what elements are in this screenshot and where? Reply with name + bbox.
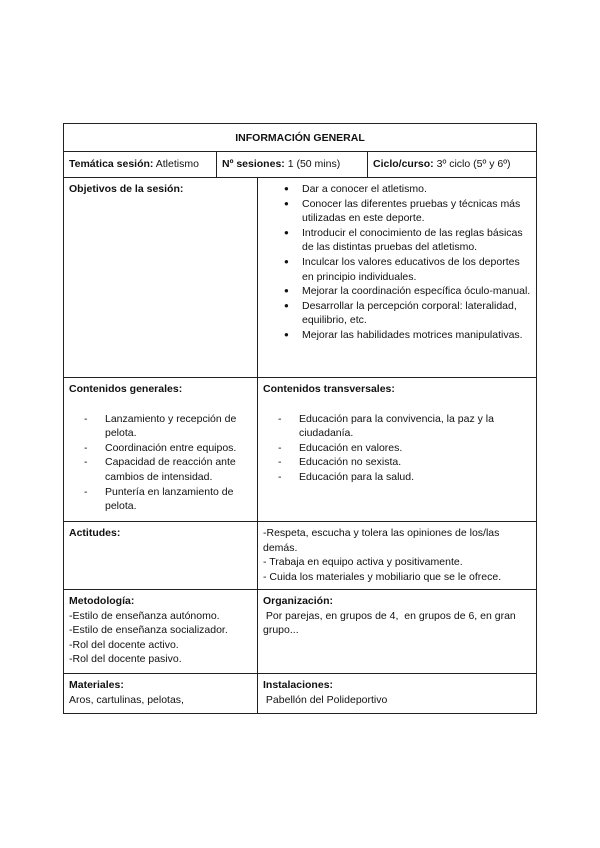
- list-item: - Lanzamiento y recepción de pelota.: [105, 412, 252, 441]
- organizacion-text: Por parejas, en grupos de 4, en grupos de 6, en gran grupo...: [263, 609, 519, 637]
- contenidos-transversales-list: [263, 412, 531, 485]
- actitudes-text-cell: [258, 522, 537, 590]
- list-item: - Educación no sexista.: [299, 455, 531, 470]
- list-item: - Capacidad de reacción ante cambios de intensidad.: [105, 455, 252, 484]
- metodologia-line: -Estilo de enseñanza autónomo.: [69, 609, 220, 622]
- list-item: - Educación en valores.: [299, 441, 531, 456]
- list-item: ● Desarrollar la percepción corporal: lateralidad, equilibrio, etc.: [302, 299, 531, 328]
- objetivos-label-cell: [64, 178, 258, 378]
- summary-row: [64, 152, 537, 178]
- metodologia-line: -Estilo de enseñanza socializador.: [69, 624, 228, 637]
- contenidos-transversales-cell: [258, 378, 537, 522]
- session-info-sheet: [63, 123, 536, 714]
- metodologia-row: [64, 590, 537, 674]
- list-item: ● Dar a conocer el atletismo.: [302, 182, 531, 197]
- contenidos-generales-list: [69, 412, 252, 514]
- list-item: ● Conocer las diferentes pruebas y técnicas más utilizadas en este deporte.: [302, 197, 531, 226]
- actitudes-label-cell: [64, 522, 258, 590]
- objetivos-row: [64, 178, 537, 378]
- actitudes-line: -Respeta, escucha y tolera las opiniones de los/las demás.: [263, 527, 500, 554]
- actitudes-label: Actitudes:: [69, 527, 121, 539]
- ciclo-cell: [368, 152, 537, 178]
- materiales-label: Materiales:: [69, 679, 124, 691]
- sesiones-value: 1 (50 mins): [287, 158, 341, 171]
- contenidos-generales-label: Contenidos generales:: [69, 383, 183, 395]
- actitudes-row: [64, 522, 537, 590]
- organizacion-cell: [258, 590, 537, 674]
- metodologia-line: -Rol del docente pasivo.: [69, 653, 182, 666]
- sesiones-cell: [217, 152, 368, 178]
- instalaciones-text: Pabellón del Polideportivo: [263, 693, 388, 706]
- tematica-label: Temática sesión:: [69, 158, 154, 171]
- metodologia-cell: [64, 590, 258, 674]
- list-item: - Coordinación entre equipos.: [105, 441, 252, 456]
- objetivos-list-cell: [258, 178, 537, 378]
- list-item: - Educación para la convivencia, la paz y la ciudadanía.: [299, 412, 531, 441]
- list-item: - Educación para la salud.: [299, 470, 531, 485]
- contenidos-transversales-label: Contenidos transversales:: [263, 383, 395, 395]
- general-info-table: [63, 123, 537, 714]
- materiales-text: Aros, cartulinas, pelotas,: [69, 693, 184, 706]
- actitudes-line: - Cuida los materiales y mobiliario que se le ofrece.: [263, 570, 502, 583]
- objetivos-list: [263, 182, 531, 343]
- list-item: - Puntería en lanzamiento de pelota.: [105, 485, 252, 514]
- title-row: [64, 124, 537, 152]
- actitudes-line: - Trabaja en equipo activa y positivamente.: [263, 556, 463, 569]
- objetivos-label: Objetivos de la sesión:: [69, 183, 184, 195]
- list-item: ● Inculcar los valores educativos de los deportes en principio individuales.: [302, 255, 531, 284]
- list-item: ● Mejorar las habilidades motrices manipulativas.: [302, 328, 531, 343]
- contenidos-row: [64, 378, 537, 522]
- organizacion-label: Organización:: [263, 595, 334, 607]
- table-title: INFORMACIÓN GENERAL: [64, 124, 537, 152]
- contenidos-generales-cell: [64, 378, 258, 522]
- list-item: ● Mejorar la coordinación específica óculo-manual.: [302, 284, 531, 299]
- ciclo-label: Ciclo/curso:: [373, 158, 434, 171]
- instalaciones-label: Instalaciones:: [263, 679, 334, 691]
- ciclo-value: 3º ciclo (5º y 6º): [436, 158, 511, 171]
- list-item: ● Introducir el conocimiento de las reglas básicas de las distintas pruebas del atletismo.: [302, 226, 531, 255]
- tematica-value: Atletismo: [155, 158, 199, 171]
- materiales-row: [64, 674, 537, 714]
- metodologia-line: -Rol del docente activo.: [69, 638, 179, 651]
- tematica-cell: [64, 152, 217, 178]
- sesiones-label: Nº sesiones:: [222, 158, 285, 171]
- metodologia-label: Metodología:: [69, 595, 135, 607]
- instalaciones-cell: [258, 674, 537, 714]
- materiales-cell: [64, 674, 258, 714]
